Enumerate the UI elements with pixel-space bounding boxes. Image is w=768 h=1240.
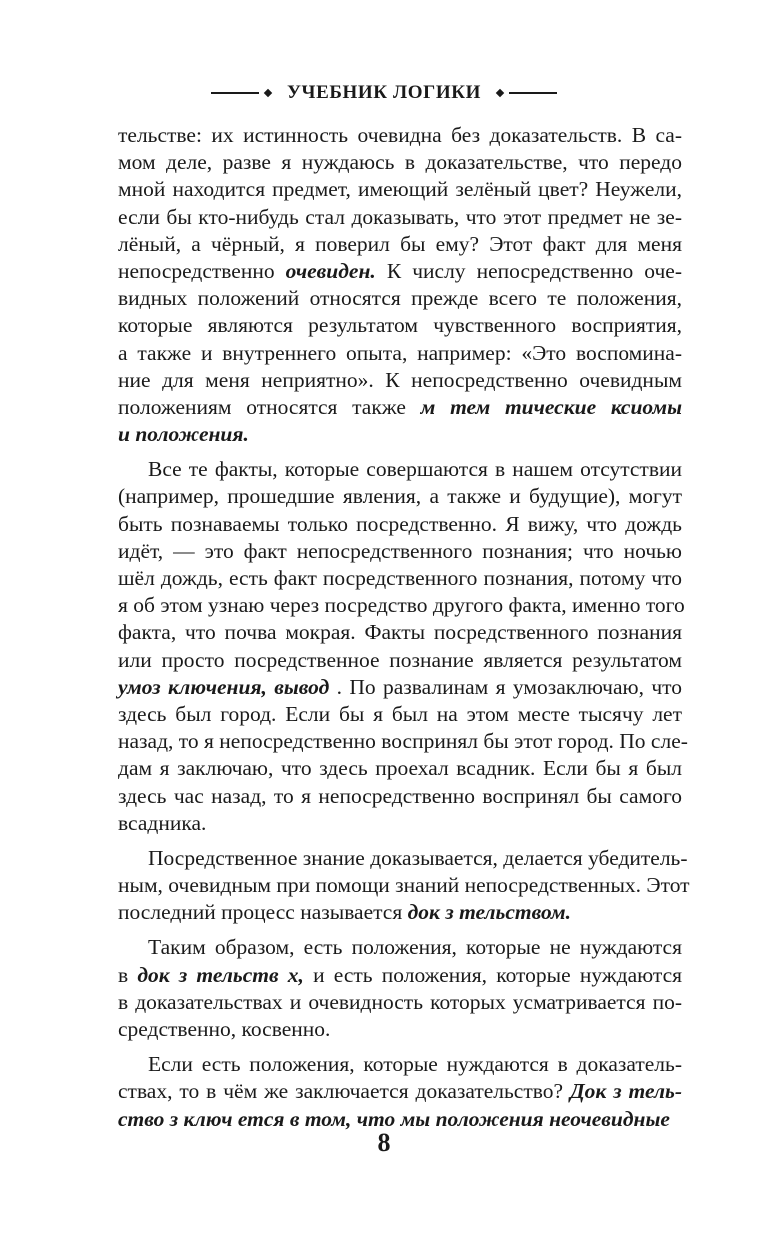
text-segment: в доказательствах и очевидность которых усматривается по- — [118, 989, 682, 1014]
text-segment: лёный, а чёрный, я поверил бы ему? Этот факт для меня — [118, 231, 682, 256]
text-segment: я об этом узнаю через посредство другого факта, именно того — [118, 593, 685, 618]
text-line — [118, 483, 682, 510]
text-segment: ным, очевидным при помощи знаний непосредственных. Этот — [118, 873, 690, 898]
ornament-diamond — [496, 89, 504, 97]
text-segment: ствах, то в чём же заключается доказательство? — [118, 1079, 570, 1104]
text-segment: видных положений относятся прежде всего те положения, — [118, 286, 682, 311]
text-line — [118, 962, 682, 989]
text-segment: шёл дождь, есть факт посредственного познания, потому что — [118, 566, 682, 590]
text-line — [118, 421, 682, 448]
text-line — [118, 701, 682, 728]
header-ornament-right — [491, 90, 557, 96]
text-segment: которые являются результатом чувственного восприятия, — [118, 313, 682, 338]
text-line — [118, 989, 682, 1016]
paragraph — [118, 934, 682, 1043]
text-segment: средственно, косвенно. — [118, 1017, 331, 1041]
header-ornament-left — [211, 90, 277, 96]
paragraph — [118, 456, 688, 837]
text-line — [118, 1051, 682, 1078]
text-segment: Посредственное знание доказывается, делается убедитель- — [148, 845, 688, 870]
page-number: 8 — [377, 1128, 391, 1157]
text-line — [118, 149, 682, 176]
ornament-rule — [509, 92, 557, 94]
text-line — [118, 899, 682, 926]
emphasis-text: ство з ключ ется в том, что мы положения неочевидные — [118, 1106, 670, 1131]
emphasis-text: умоз ключения, вывод — [118, 674, 337, 699]
text-line — [118, 258, 682, 285]
text-line — [118, 810, 682, 837]
text-line — [118, 565, 682, 592]
text-segment: назад, то я непосредственно воспринял бы этот город. По сле- — [118, 729, 688, 754]
text-segment: здесь был город. Если бы я был на этом месте тысячу лет — [118, 701, 682, 726]
text-segment: здесь час назад, то я непосредственно воспринял бы самого — [118, 783, 682, 808]
text-segment: быть познаваемы только посредственно. Я вижу, что дождь — [118, 511, 682, 536]
text-line — [118, 592, 685, 619]
text-segment: ние для меня неприятно». К непосредственно очевидным — [118, 367, 682, 392]
text-segment: и есть положения, которые нуждаются — [303, 962, 683, 987]
text-line — [118, 456, 682, 483]
text-line — [118, 176, 682, 203]
text-segment: в — [118, 962, 138, 987]
text-line — [118, 122, 682, 149]
emphasis-text: и положения. — [118, 422, 249, 447]
running-title: УЧЕБНИК ЛОГИКИ — [287, 82, 481, 103]
text-line — [118, 1016, 682, 1043]
text-line — [118, 1078, 682, 1105]
paragraph-gap — [118, 448, 682, 456]
text-line — [118, 340, 682, 367]
paragraph-gap — [118, 837, 682, 845]
text-line — [118, 845, 688, 872]
text-line — [118, 619, 682, 646]
text-segment: если бы кто-нибудь стал доказывать, что этот предмет не зе- — [118, 204, 682, 229]
text-segment: Таким образом, есть положения, которые не нуждаются — [148, 935, 682, 960]
text-line — [118, 367, 682, 394]
text-segment: Если есть положения, которые нуждаются в доказатель- — [148, 1052, 682, 1077]
paragraph-gap — [118, 926, 682, 934]
text-segment: или просто посредственное познание является результатом — [118, 647, 682, 672]
emphasis-text: док з тельств х, — [137, 962, 304, 987]
text-line — [118, 728, 688, 755]
text-line — [118, 204, 682, 231]
ornament-diamond — [264, 89, 272, 97]
text-line — [118, 872, 690, 899]
text-segment: мом деле, разве я нуждаюсь в доказательстве, что передо — [118, 150, 682, 175]
text-segment: положениям относятся также — [118, 394, 421, 419]
emphasis-text: очевиден. — [285, 258, 376, 283]
text-segment: дам я заключаю, что здесь проехал всадник. Если бы я был — [118, 756, 682, 781]
text-line — [118, 312, 682, 339]
ornament-rule — [211, 92, 259, 94]
text-segment: факта, что почва мокрая. Факты посредственного познания — [118, 620, 682, 645]
paragraph — [118, 122, 682, 448]
text-line — [118, 755, 682, 782]
text-line — [118, 231, 682, 258]
text-line — [118, 511, 682, 538]
text-line — [118, 674, 682, 701]
paragraph — [118, 1051, 682, 1133]
text-line — [118, 394, 682, 421]
text-segment: К числу непосредственно оче- — [375, 258, 682, 283]
text-segment: . По развалинам я умозаключаю, что — [336, 674, 682, 699]
text-line — [118, 934, 682, 961]
body-text — [118, 122, 690, 1133]
paragraph-gap — [118, 1043, 682, 1051]
emphasis-text: м тем тические ксиомы — [420, 394, 682, 419]
paragraph — [118, 845, 690, 927]
text-segment: а также и внутреннего опыта, например: «Это воспомина- — [118, 340, 682, 365]
text-segment: идёт, — это факт непосредственного познания; что ночью — [118, 538, 682, 563]
text-segment: последний процесс называется — [118, 900, 408, 925]
text-line — [118, 285, 682, 312]
text-segment: тельстве: их истинность очевидна без доказательств. В са- — [118, 123, 682, 147]
text-line — [118, 783, 682, 810]
running-header — [0, 78, 768, 108]
text-line — [118, 538, 682, 565]
text-segment: (например, прошедшие явления, а также и будущие), могут — [118, 484, 682, 509]
text-segment: всадника. — [118, 810, 207, 835]
emphasis-text: док з тельством. — [407, 900, 572, 925]
text-segment: мной находится предмет, имеющий зелёный цвет? Неужели, — [118, 177, 682, 202]
text-segment: непосредственно — [118, 258, 286, 283]
text-line — [118, 647, 682, 674]
emphasis-text: Док з тель- — [569, 1079, 682, 1104]
text-segment: Все те факты, которые совершаются в нашем отсутствии — [148, 457, 682, 482]
